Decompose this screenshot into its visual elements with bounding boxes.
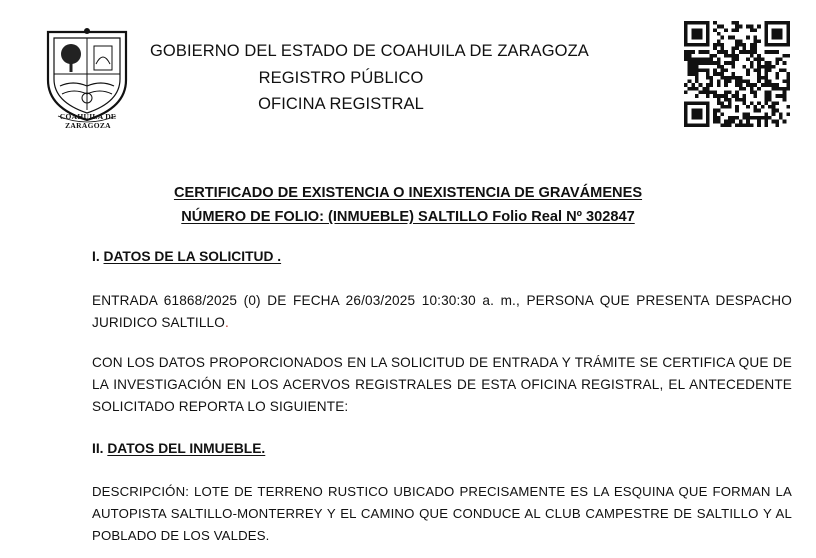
section-label: DATOS DEL INMUEBLE. (107, 441, 266, 456)
section-number: I. (92, 249, 100, 264)
coahuila-seal-icon (38, 24, 136, 124)
paragraph-entrada: ENTRADA 61868/2025 (0) DE FECHA 26/03/2025 10:30:30 a. m., PERSONA QUE PRESENTA DESPACHO JURIDICO SALTILLO. (92, 293, 792, 330)
header-registry: REGISTRO PÚBLICO (258, 68, 424, 87)
section-number: II. (92, 441, 104, 456)
certificate-title-main: CERTIFICADO DE EXISTENCIA O INEXISTENCIA DE GRAVÁMENES (173, 185, 643, 201)
seal-lettering: COAHUILA DE ZARAGOZA (59, 112, 117, 130)
certificate-title (120, 181, 696, 229)
trailing-mark: . (224, 315, 229, 330)
section-label: DATOS DE LA SOLICITUD . (103, 249, 282, 264)
qr-code-icon (684, 21, 790, 127)
paragraph-descripcion: DESCRIPCIÓN: LOTE DE TERRENO RUSTICO UBICADO PRECISAMENTE ES LA ESQUINA QUE FORMAN LA AUTOPISTA SALTILLO-MONTERREY Y EL CAMINO QUE CONDUCE AL CLUB CAMPESTRE DE SALTILLO Y AL POBLADO DE LOS VALDES. (92, 484, 792, 543)
section-heading-solicitud (92, 249, 281, 264)
issuing-authority-header (150, 38, 589, 118)
header-office: OFICINA REGISTRAL (258, 95, 424, 113)
paragraph-certifica: CON LOS DATOS PROPORCIONADOS EN LA SOLICITUD DE ENTRADA Y TRÁMITE SE CERTIFICA QUE DE LA INVESTIGACIÓN EN LOS ACERVOS REGISTRALES DE ESTA OFICINA REGISTRAL, EL ANTECEDENTE SOLICITADO REPORTA LO SIGUIENTE: (92, 355, 792, 414)
section-heading-inmueble (92, 441, 265, 456)
header-government: GOBIERNO DEL ESTADO DE COAHUILA DE ZARAGOZA (150, 42, 589, 60)
certificate-folio-number: NÚMERO DE FOLIO: (INMUEBLE) SALTILLO Folio Real Nº 302847 (181, 209, 635, 225)
